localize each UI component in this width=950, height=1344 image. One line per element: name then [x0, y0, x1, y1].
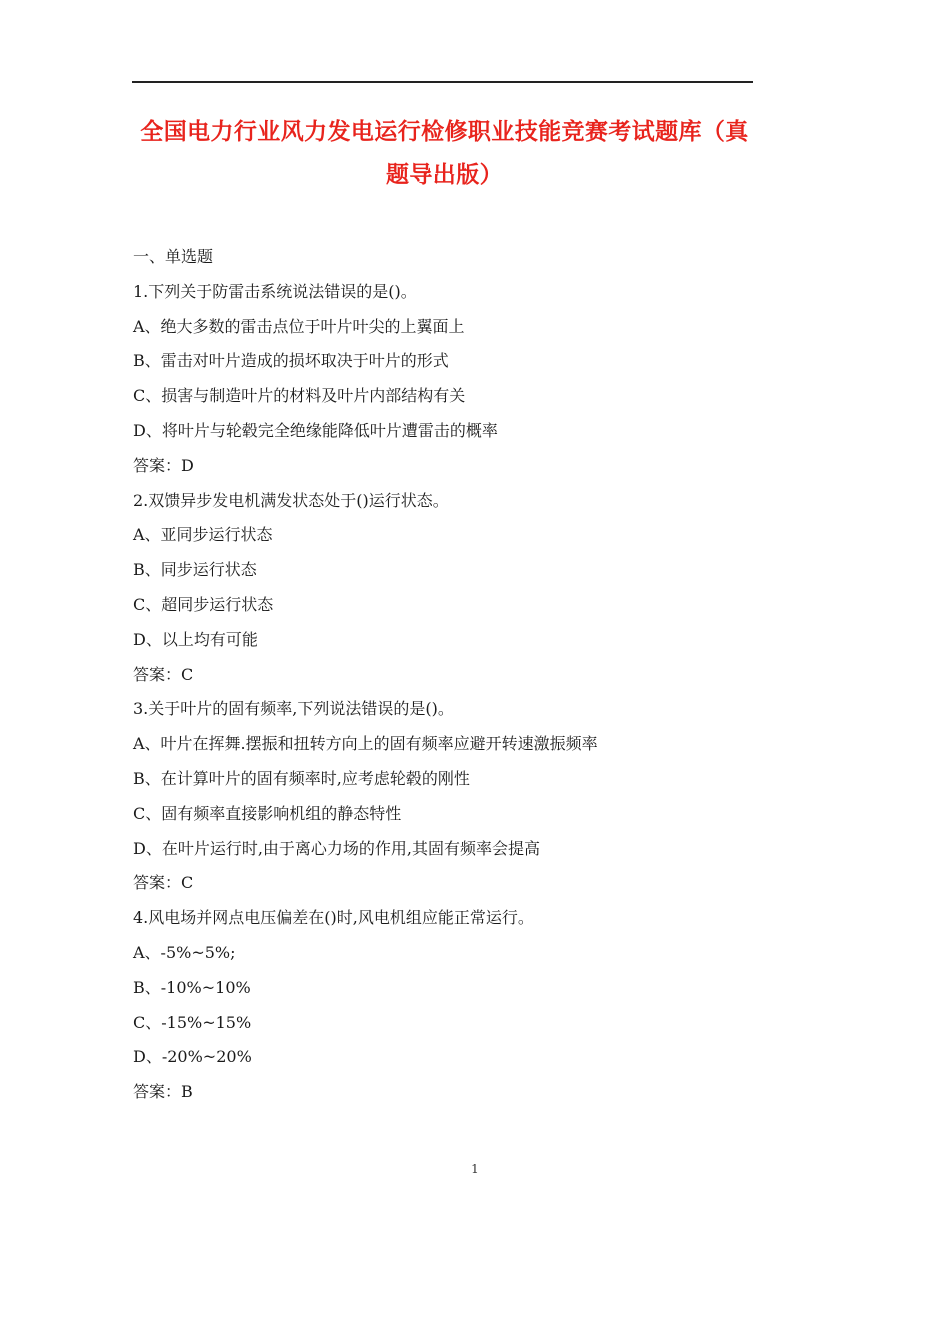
option-c: C、超同步运行状态 — [133, 594, 274, 614]
option-a: A、亚同步运行状态 — [133, 525, 273, 545]
question-stem: 4.风电场并网点电压偏差在()时,风电机组应能正常运行。 — [133, 908, 534, 928]
page-number: 1 — [471, 1162, 479, 1176]
option-a: A、-5%~5%; — [133, 942, 236, 962]
document-title-line-2: 题导出版） — [386, 161, 503, 188]
question-1 — [133, 275, 773, 484]
question-3 — [133, 692, 773, 901]
answer: 答案：C — [133, 873, 194, 893]
option-b: B、同步运行状态 — [133, 560, 257, 580]
option-a: A、叶片在挥舞.摆振和扭转方向上的固有频率应避开转速激振频率 — [133, 734, 598, 754]
answer: 答案：C — [133, 664, 194, 684]
option-b: B、-10%~10% — [133, 977, 251, 997]
question-4 — [133, 901, 773, 1110]
question-stem: 3.关于叶片的固有频率,下列说法错误的是()。 — [133, 699, 454, 719]
option-d: D、在叶片运行时,由于离心力场的作用,其固有频率会提高 — [133, 838, 541, 858]
answer: 答案：D — [133, 455, 194, 475]
option-a: A、绝大多数的雷击点位于叶片叶尖的上翼面上 — [133, 316, 465, 336]
answer: 答案：B — [133, 1082, 193, 1102]
header-rule — [132, 81, 753, 83]
question-2 — [133, 484, 773, 693]
option-b: B、在计算叶片的固有频率时,应考虑轮毂的刚性 — [133, 768, 470, 788]
document-title-line-1: 全国电力行业风力发电运行检修职业技能竞赛考试题库（真 — [140, 118, 749, 145]
option-c: C、固有频率直接影响机组的静态特性 — [133, 803, 402, 823]
option-c: C、损害与制造叶片的材料及叶片内部结构有关 — [133, 386, 466, 406]
option-c: C、-15%~15% — [133, 1012, 252, 1032]
option-b: B、雷击对叶片造成的损坏取决于叶片的形式 — [133, 351, 449, 371]
section-heading: 一、单选题 — [133, 247, 214, 266]
question-stem: 2.双馈异步发电机满发状态处于()运行状态。 — [133, 490, 449, 510]
document-title — [132, 110, 757, 196]
option-d: D、将叶片与轮毂完全绝缘能降低叶片遭雷击的概率 — [133, 420, 498, 440]
question-stem: 1.下列关于防雷击系统说法错误的是()。 — [133, 281, 417, 301]
question-list — [133, 240, 773, 1110]
option-d: D、-20%~20% — [133, 1047, 252, 1067]
option-d: D、以上均有可能 — [133, 629, 258, 649]
